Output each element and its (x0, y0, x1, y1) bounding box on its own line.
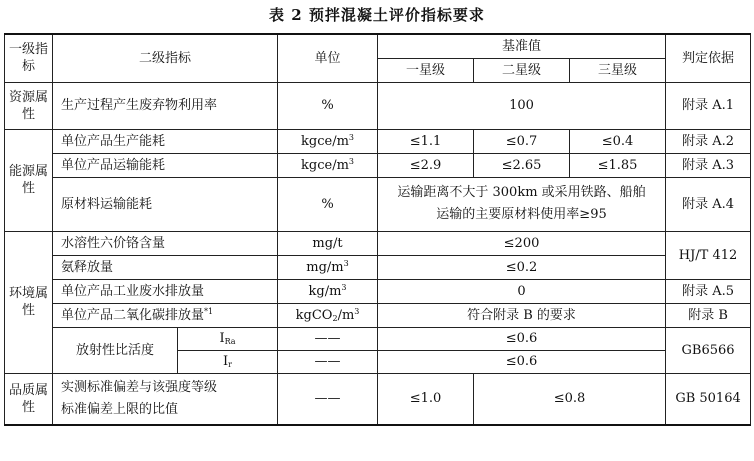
sub-indicator: $I_r$ (178, 350, 278, 373)
indicator-name (53, 373, 278, 425)
header-level2: 二级指标 (53, 34, 278, 82)
indicator-value: 0 (378, 279, 666, 303)
category-quality: 品质属性 (5, 373, 53, 425)
indicator-name: 单位产品生产能耗 (53, 129, 278, 153)
value-star23: ≤0.8 (474, 373, 666, 425)
header-unit: 单位 (278, 34, 378, 82)
value-line: 运输距离不大于 300km 或采用铁路、船舶 (397, 185, 646, 200)
indicator-value: ≤0.2 (378, 255, 666, 279)
value-star3: ≤1.85 (570, 153, 666, 177)
indicator-value: ≤200 (378, 231, 666, 255)
indicator-basis: 附录 A.2 (666, 129, 751, 153)
table-row (5, 153, 751, 177)
evaluation-table (4, 33, 751, 426)
table-row (5, 177, 751, 231)
indicator-basis: 附录 A.5 (666, 279, 751, 303)
indicator-value: ≤0.6 (378, 350, 666, 373)
sub-indicator: $I_{Ra}$ (178, 327, 278, 350)
table-row (5, 231, 751, 255)
name-line: 实测标准偏差与该强度等级 (61, 379, 218, 395)
indicator-unit: $kg/m^3$ (278, 279, 378, 303)
name-line: 标准偏差上限的比值 (61, 401, 179, 417)
indicator-name: 单位产品运输能耗 (53, 153, 278, 177)
value-star3: ≤0.4 (570, 129, 666, 153)
header-baseline: 基准值 (378, 34, 666, 58)
indicator-basis: 附录 B (666, 303, 751, 327)
indicator-unit: $kgCO_2/m^3$ (278, 303, 378, 327)
table-row (5, 373, 751, 425)
indicator-basis: HJ/T 412 (666, 231, 751, 279)
table-row (5, 255, 751, 279)
category-environment: 环境属性 (5, 231, 53, 373)
table-title: 表 2 预拌混凝土评价指标要求 (269, 6, 485, 24)
indicator-name: 单位产品二氧化碳排放量$^{*1}$ (53, 303, 278, 327)
indicator-unit: —— (278, 373, 378, 425)
indicator-unit: kgce/$m^3$ (278, 129, 378, 153)
indicator-name: 单位产品工业废水排放量 (53, 279, 278, 303)
table-row (5, 303, 751, 327)
table-row (5, 327, 751, 350)
value-star1: ≤1.1 (378, 129, 474, 153)
value-star1: ≤1.0 (378, 373, 474, 425)
table-row (5, 82, 751, 129)
value-star1: ≤2.9 (378, 153, 474, 177)
indicator-unit: $mg/m^3$ (278, 255, 378, 279)
header-star3: 三星级 (570, 58, 666, 82)
indicator-basis: GB 50164 (666, 373, 751, 425)
indicator-basis: 附录 A.4 (666, 177, 751, 231)
indicator-basis: 附录 A.1 (666, 82, 751, 129)
header-star1: 一星级 (378, 58, 474, 82)
indicator-unit: —— (278, 350, 378, 373)
header-row-1 (5, 34, 751, 58)
value-line: 运输的主要原材料使用率≥95 (436, 207, 607, 222)
value-star2: ≤2.65 (474, 153, 570, 177)
indicator-unit: % (278, 82, 378, 129)
indicator-unit: kgce/$m^3$ (278, 153, 378, 177)
indicator-name: 原材料运输能耗 (53, 177, 278, 231)
indicator-name: 放射性比活度 (53, 327, 178, 373)
indicator-basis: GB6566 (666, 327, 751, 373)
category-energy: 能源属性 (5, 129, 53, 231)
header-level1: 一级指标 (5, 34, 53, 82)
value-star2: ≤0.7 (474, 129, 570, 153)
indicator-value: 100 (378, 82, 666, 129)
indicator-value (378, 177, 666, 231)
indicator-unit: % (278, 177, 378, 231)
header-basis: 判定依据 (666, 34, 751, 82)
indicator-unit: mg/t (278, 231, 378, 255)
indicator-basis: 附录 A.3 (666, 153, 751, 177)
indicator-value: ≤0.6 (378, 327, 666, 350)
indicator-value: 符合附录 B 的要求 (378, 303, 666, 327)
indicator-name: 氨释放量 (53, 255, 278, 279)
indicator-unit: —— (278, 327, 378, 350)
category-resource: 资源属性 (5, 82, 53, 129)
table-row (5, 279, 751, 303)
indicator-name: 生产过程产生废弃物利用率 (53, 82, 278, 129)
header-star2: 二星级 (474, 58, 570, 82)
table-row (5, 129, 751, 153)
indicator-name: 水溶性六价铬含量 (53, 231, 278, 255)
